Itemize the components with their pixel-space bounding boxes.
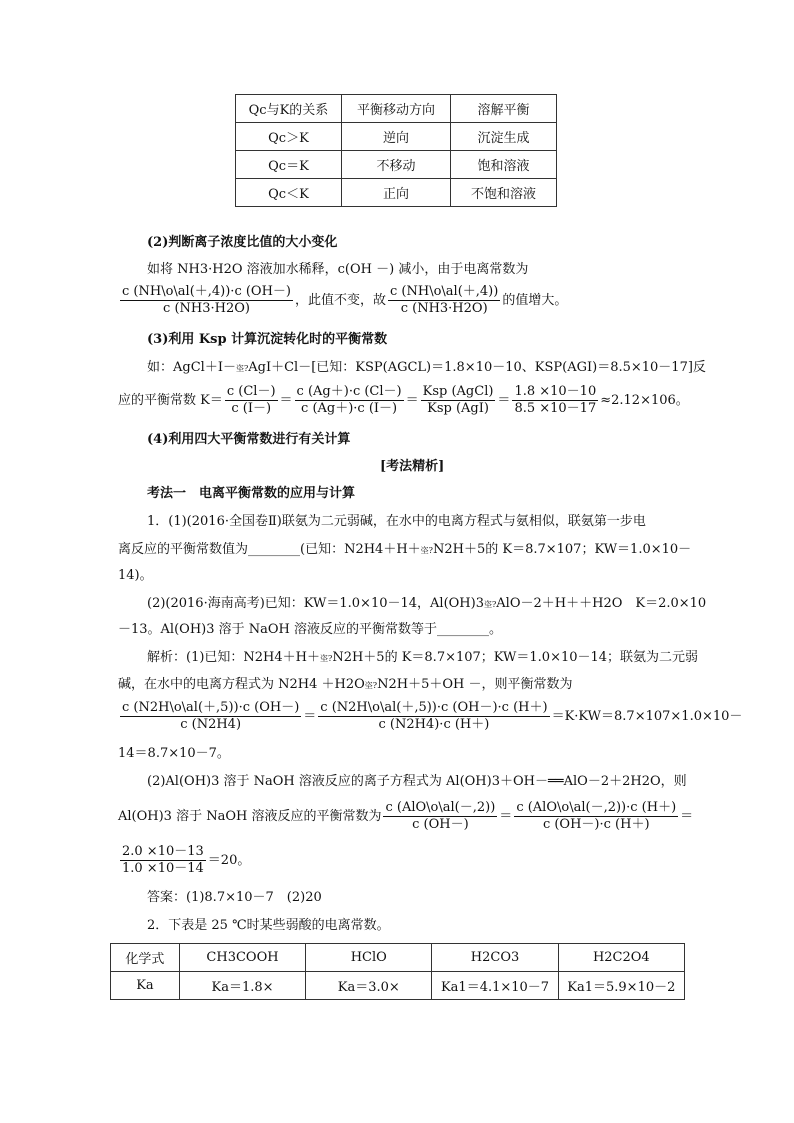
- question-line: 1．(1)(2016·全国卷Ⅱ)联氨为二元弱碱，在水中的电离方程式与氨相似，联氨第一步电: [147, 514, 646, 529]
- formula-line: $\frac{2.0 \times 10-13}{1.0 \times 10-14}$ ＝20。: [122, 844, 251, 876]
- solution-line: (2)Al(OH)3 溶于 NaOH 溶液反应的离子方程式为 Al(OH)3＋OH－══AlO－2＋2H2O，则: [147, 774, 687, 789]
- section-heading: (3)利用 Ksp 计算沉淀转化时的平衡常数: [147, 332, 388, 347]
- table-header: 化学式: [111, 944, 180, 972]
- section-title: [考法精析]: [380, 459, 445, 474]
- solution-line: 解析：(1)已知：N2H4＋H＋垐?N2H＋5的 K＝8.7×107；KW＝1.0×10－14；联氨为二元弱: [147, 650, 699, 665]
- table-cell: Qc＝K: [236, 151, 342, 179]
- table-cell: Qc＜K: [236, 179, 342, 207]
- section-heading: (4)利用四大平衡常数进行有关计算: [147, 432, 351, 447]
- equilibrium-table: [235, 94, 557, 207]
- fraction: $\frac{c (N2H\backslash o\backslash al(+,5))\cdot c (OH-)\cdot c (H+)}{c (N2H4)\cdot c (H+)}$: [320, 700, 548, 732]
- table-header: CH3COOH: [179, 944, 305, 972]
- fraction: $\frac{\text{c (AlO\textbackslash{}o\textbackslash{}al(－,2))·c (H＋)}}{c (OH-)\cdot c (H+)}$: [516, 800, 677, 832]
- solution-line: 碱，在水中的电离方程式为 N2H4 ＋H2O垐?N2H＋5＋OH －，则平衡常数为: [118, 677, 573, 692]
- fraction: $\frac{1.8 \times 10-10}{8.5 \times 10-17}$: [514, 384, 597, 416]
- fraction: $\frac{c (NH\backslash o\backslash al(+,4))}{c (NH3\cdot H2O)}$: [390, 284, 499, 316]
- table-cell: Ka＝3.0×: [306, 972, 432, 1000]
- formula-line: 应的平衡常数 K＝ $\frac{c (Cl-)}{c (I-)}$ ＝ $\frac{c (Ag+)\cdot c (Cl-)}{c (Ag+)\cdot c (I-)}$ ＝ $\frac{\text{Ksp (AgCl)}}{\text{Ksp (AgI)}}$ ＝ $\frac{1.8 \times 10-10}{8.5 \times 10-17}$ ≈2.12×106。: [118, 384, 689, 416]
- table-cell: Ka1＝4.1×10－7: [432, 972, 558, 1000]
- table-header: HClO: [306, 944, 432, 972]
- table-cell: Qc＞K: [236, 123, 342, 151]
- table-cell: Ka＝1.8×: [179, 972, 305, 1000]
- table-cell: 饱和溶液: [451, 151, 557, 179]
- fraction: $\frac{c (Ag+)\cdot c (Cl-)}{c (Ag+)\cdot c (I-)}$: [296, 384, 402, 416]
- question-line: 14)。: [118, 568, 153, 583]
- fraction: $\frac{c (NH\backslash o\backslash al(+,4))\cdot c (OH-)}{c (NH3\cdot H2O)}$: [122, 284, 291, 316]
- fraction: $\frac{c (N2H\backslash o\backslash al(+,5))\cdot c (OH-)}{c (N2H4)}$: [122, 700, 300, 732]
- answer-line: 答案：(1)8.7×10－7 (2)20: [147, 890, 322, 905]
- table-cell: Ka: [111, 972, 180, 1000]
- fraction: $\frac{\text{Ksp (AgCl)}}{\text{Ksp (AgI)}}$: [422, 384, 494, 416]
- fraction: $\frac{2.0 \times 10-13}{1.0 \times 10-14}$: [122, 844, 204, 876]
- table-header: H2C2O4: [558, 944, 684, 972]
- fraction: $\frac{\text{c (AlO\textbackslash{}o\textbackslash{}al(－,2))}}{c (OH-)}$: [385, 800, 496, 832]
- formula-line: Al(OH)3 溶于 NaOH 溶液反应的平衡常数为 $\frac{\text{c (AlO\textbackslash{}o\textbackslash{}al(－,2))}}{c (OH-)}$ ＝ $\frac{\text{c (AlO\textbackslash{}o\textbackslash{}al(－,2))·c (H＋)}}{c (OH-)\cdot c (H+)}$ ＝: [118, 800, 694, 832]
- table-cell: 不饱和溶液: [451, 179, 557, 207]
- table-header: H2CO3: [432, 944, 558, 972]
- question-line: 离反应的平衡常数值为________(已知：N2H4＋H＋垐?N2H＋5的 K＝8.7×107；KW＝1.0×10－: [118, 542, 692, 557]
- solution-line: 14＝8.7×10－7。: [118, 746, 230, 761]
- table-cell: 正向: [341, 179, 450, 207]
- table-cell: 沉淀生成: [451, 123, 557, 151]
- fraction: $\frac{c (Cl-)}{c (I-)}$: [226, 384, 276, 416]
- table-cell: 不移动: [341, 151, 450, 179]
- section-heading: (2)判断离子浓度比值的大小变化: [147, 235, 338, 250]
- table-cell: 逆向: [341, 123, 450, 151]
- table-header: Qc与K的关系: [236, 95, 342, 123]
- formula-line: $\frac{c (N2H\backslash o\backslash al(+,5))\cdot c (OH-)}{c (N2H4)}$ ＝ $\frac{c (N2H\backslash o\backslash al(+,5))\cdot c (OH-)\cdot c (H+)}{c (N2H4)\cdot c (H+)}$ ＝K·KW＝8.7×107×1.0×10－: [122, 700, 743, 732]
- table-header: 平衡移动方向: [341, 95, 450, 123]
- question-line: (2)(2016·海南高考)已知：KW＝1.0×10－14，Al(OH)3垐?AlO－2＋H＋＋H2O K＝2.0×10: [147, 596, 707, 611]
- formula-line: $\frac{c (NH\backslash o\backslash al(+,4))\cdot c (OH-)}{c (NH3\cdot H2O)}$ ，此值不变，故 $\frac{c (NH\backslash o\backslash al(+,4))}{c (NH3\cdot H2O)}$ 的值增大。: [122, 284, 568, 316]
- table-cell: Ka1＝5.9×10－2: [558, 972, 684, 1000]
- question-line: 2．下表是 25 ℃时某些弱酸的电离常数。: [147, 918, 390, 933]
- paragraph: 如将 NH3·H2O 溶液加水稀释，c(OH －) 减小，由于电离常数为: [147, 262, 529, 277]
- paragraph: 如：AgCl＋I－垐?AgI＋Cl－[已知：KSP(AGCL)＝1.8×10－10、KSP(AGI)＝8.5×10－17]反: [147, 360, 706, 375]
- table-header: 溶解平衡: [451, 95, 557, 123]
- question-line: －13。Al(OH)3 溶于 NaOH 溶液反应的平衡常数等于________。: [118, 622, 503, 637]
- acid-constants-table: [110, 943, 685, 1000]
- method-heading: 考法一 电离平衡常数的应用与计算: [147, 486, 356, 501]
